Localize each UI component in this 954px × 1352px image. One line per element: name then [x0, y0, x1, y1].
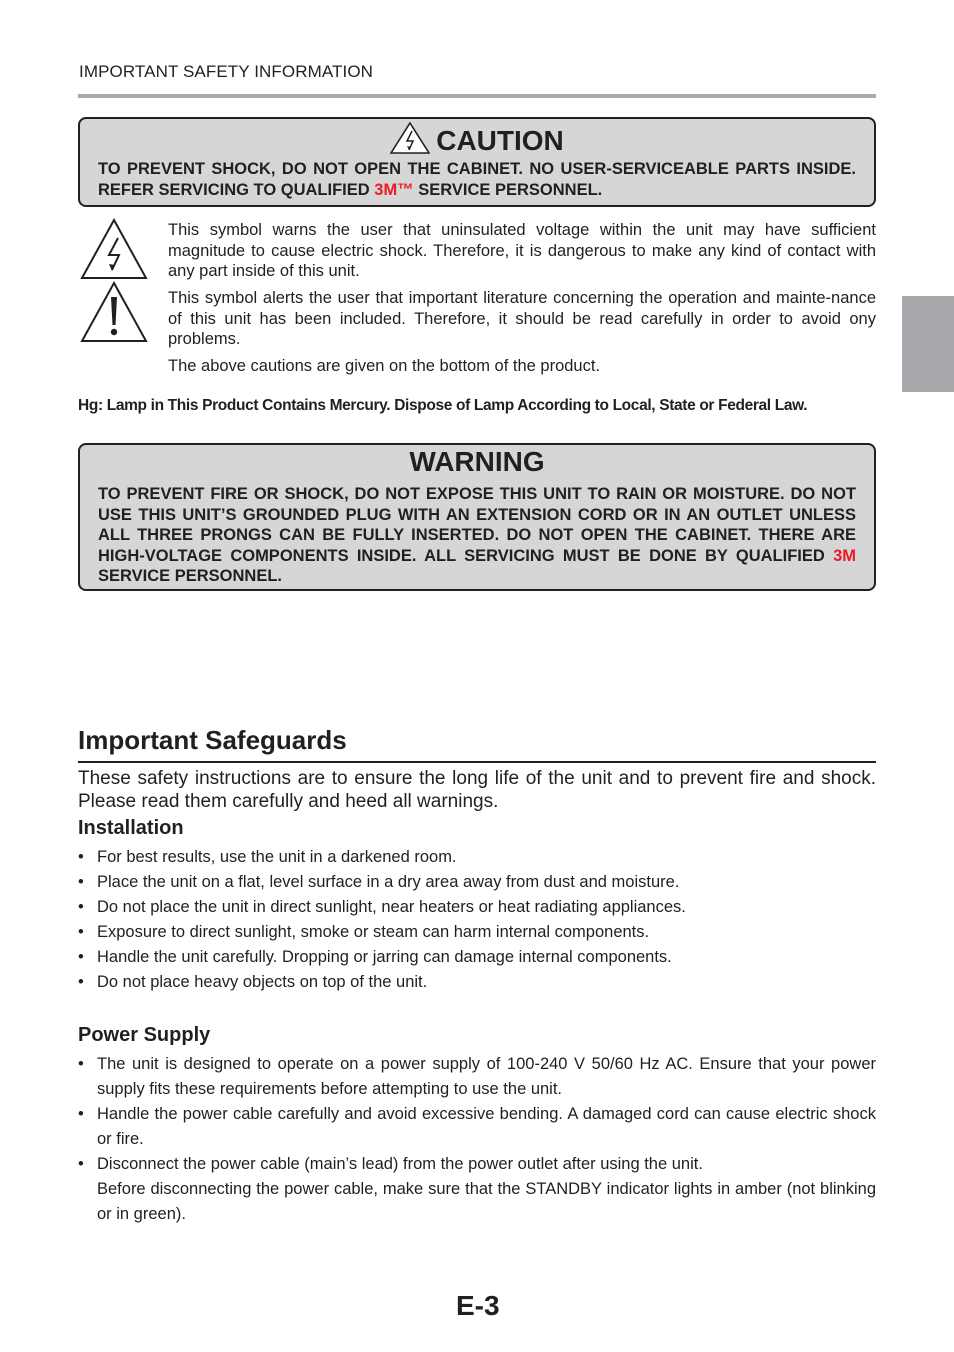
caution-title: CAUTION	[436, 125, 564, 156]
list-item	[78, 895, 876, 920]
installation-list	[78, 845, 876, 995]
warning-text: TO PREVENT FIRE OR SHOCK, DO NOT EXPOSE THIS UNIT TO RAIN OR MOISTURE. DO NOT USE THIS UNIT’S GROUNDED PLUG WITH AN EXTENSION CORD OR IN AN OUTLET UNLESS ALL THREE PRONGS CAN BE FULLY INSERTED. DO NOT OPEN THE CABINET. THERE ARE HIGH-VOLTAGE COMPONENTS INSIDE. ALL SERVICING MUST BE DONE BY QUALIFIED	[98, 485, 856, 565]
bullet: •	[78, 973, 84, 991]
warning-text-end: SERVICE PERSONNEL.	[98, 567, 282, 585]
warning-body	[98, 484, 856, 587]
list-item	[78, 920, 876, 945]
symbol-description: This symbol warns the user that uninsulated voltage within the unit may have sufficient magnitude to cause electric shock. Therefore, it is dangerous to make any kind of contact with any part inside of this unit.	[168, 221, 876, 280]
list-item	[78, 870, 876, 895]
power-supply-heading: Power Supply	[78, 1024, 211, 1046]
list-item-text: For best results, use the unit in a darkened room.	[97, 848, 457, 866]
section-title: Important Safeguards	[78, 725, 347, 755]
bullet: •	[78, 898, 84, 916]
side-tab-marker	[902, 296, 954, 392]
list-item-text: Do not place heavy objects on top of the unit.	[97, 973, 428, 991]
symbol-description: This symbol alerts the user that important literature concerning the operation and mainte-nance of this unit has been included. Therefore, it should be read carefully in order to avoid ony problems.	[168, 289, 876, 348]
caution-box	[78, 117, 876, 207]
brand-mark: 3M	[833, 546, 856, 565]
section-rule	[78, 761, 876, 763]
lightning-triangle-icon	[390, 122, 430, 160]
installation-heading: Installation	[78, 817, 184, 839]
header-rule	[78, 94, 876, 98]
running-header: IMPORTANT SAFETY INFORMATION	[79, 62, 374, 81]
bullet: •	[78, 1055, 84, 1073]
list-item-text: Do not place the unit in direct sunlight, near heaters or heat radiating appliances.	[97, 898, 686, 916]
power-supply-list	[78, 1052, 876, 1227]
list-item	[78, 945, 876, 970]
mercury-notice: Hg: Lamp in This Product Contains Mercury. Dispose of Lamp According to Local, State or Federal Law.	[78, 397, 808, 414]
list-item	[78, 845, 876, 870]
list-item-text: Disconnect the power cable (main’s lead) from the power outlet after using the unit.	[97, 1155, 703, 1173]
exclamation-triangle-icon	[80, 281, 148, 348]
list-item-continuation: Before disconnecting the power cable, make sure that the STANDBY indicator lights in amber (not blinking or in green).	[97, 1180, 876, 1223]
list-item-text: The unit is designed to operate on a power supply of 100-240 V 50/60 Hz AC. Ensure that your power supply fits these requirements before attempting to use the unit.	[97, 1055, 876, 1098]
bullet: •	[78, 923, 84, 941]
warning-title: WARNING	[409, 446, 545, 477]
bullet: •	[78, 873, 84, 891]
cautions-location-note: The above cautions are given on the bottom of the product.	[168, 357, 601, 375]
list-item-text: Handle the power cable carefully and avoid excessive bending. A damaged cord can cause electric shock or fire.	[97, 1105, 876, 1148]
list-item-text: Exposure to direct sunlight, smoke or steam can harm internal components.	[97, 923, 650, 941]
list-item-text: Handle the unit carefully. Dropping or jarring can damage internal components.	[97, 948, 672, 966]
list-item-text: Place the unit on a flat, level surface in a dry area away from dust and moisture.	[97, 873, 680, 891]
caution-heading	[80, 122, 874, 160]
lightning-triangle-icon	[80, 218, 148, 285]
caution-text: TO PREVENT SHOCK, DO NOT OPEN THE CABINET. NO USER-SERVICEABLE PARTS INSIDE. REFER SERVICING TO QUALIFIED	[98, 160, 856, 199]
list-item	[78, 1102, 876, 1152]
list-item	[78, 1052, 876, 1102]
list-item	[78, 970, 876, 995]
bullet: •	[78, 1155, 84, 1173]
bullet: •	[78, 948, 84, 966]
warning-box	[78, 443, 876, 591]
caution-text-end: SERVICE PERSONNEL.	[413, 180, 603, 199]
brand-mark: 3M™	[374, 180, 414, 199]
safeguards-intro: These safety instructions are to ensure the long life of the unit and to prevent fire and shock. Please read them carefully and heed all warnings.	[78, 768, 876, 812]
caution-body	[98, 159, 856, 200]
page-number: E-3	[456, 1290, 500, 1321]
list-item	[78, 1152, 876, 1227]
bullet: •	[78, 1105, 84, 1123]
bullet: •	[78, 848, 84, 866]
